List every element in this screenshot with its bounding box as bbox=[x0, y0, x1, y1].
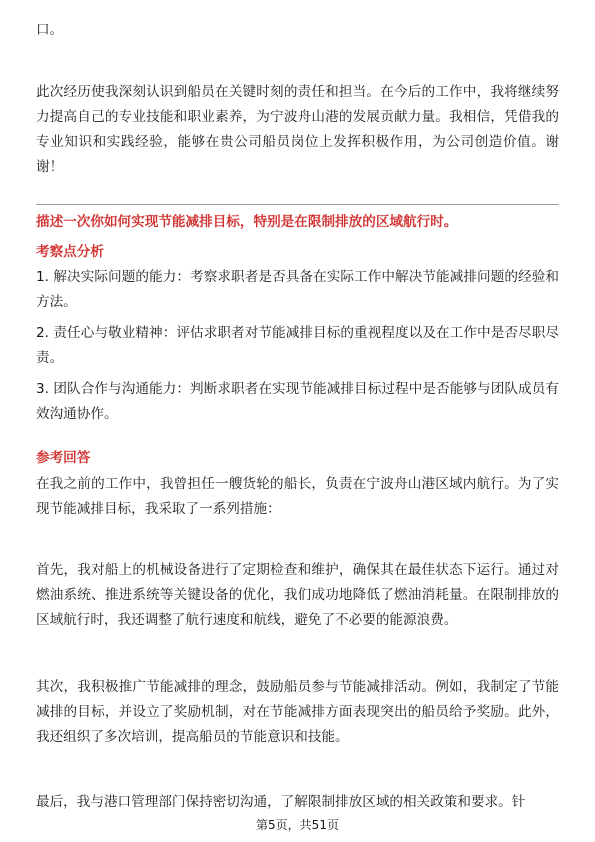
question-title: 描述一次你如何实现节能减排目标，特别是在限制排放的区域航行时。 bbox=[36, 214, 458, 230]
previous-answer-closing: 此次经历使我深刻认识到船员在关键时刻的责任和担当。在今后的工作中，我将继续努力提高自己的专业技能和职业素养，为宁波舟山港的发展贡献力量。我相信，凭借我的专业知识和实践经验，能够在贵公司船员岗位上发挥积极作用，为公司创造价值。谢谢！ bbox=[36, 84, 559, 175]
answer-heading: 参考回答 bbox=[36, 450, 91, 466]
answer-paragraph-1: 在我之前的工作中，我曾担任一艘货轮的船长，负责在宁波舟山港区域内航行。为了实现节能减排目标，我采取了一系列措施： bbox=[36, 476, 559, 517]
analysis-item-2: 2. 责任心与敬业精神：评估求职者对节能减排目标的重视程度以及在工作中是否尽职尽责。 bbox=[36, 325, 559, 366]
analysis-heading: 考察点分析 bbox=[36, 244, 104, 260]
answer-paragraph-2: 首先，我对船上的机械设备进行了定期检查和维护，确保其在最佳状态下运行。通过对燃油系统、推进系统等关键设备的优化，我们成功地降低了燃油消耗量。在限制排放的区域航行时，我还调整了航行速度和航线，避免了不必要的能源浪费。 bbox=[36, 562, 559, 628]
previous-answer-tail: 口。 bbox=[36, 22, 64, 38]
answer-paragraph-3: 其次，我积极推广节能减排的理念，鼓励船员参与节能减排活动。例如，我制定了节能减排的目标，并设立了奖励机制，对在节能减排方面表现突出的船员给予奖励。此外，我还组织了多次培训，提高船员的节能意识和技能。 bbox=[36, 679, 559, 745]
answer-paragraph-4: 最后，我与港口管理部门保持密切沟通，了解限制排放区域的相关政策和要求。针 bbox=[36, 794, 526, 810]
page-number: 第5页，共51页 bbox=[256, 818, 339, 832]
analysis-item-3: 3. 团队合作与沟通能力：判断求职者在实现节能减排目标过程中是否能够与团队成员有效沟通协作。 bbox=[36, 381, 559, 422]
section-divider bbox=[36, 204, 559, 205]
analysis-item-1: 1. 解决实际问题的能力：考察求职者是否具备在实际工作中解决节能减排问题的经验和方法。 bbox=[36, 269, 559, 310]
